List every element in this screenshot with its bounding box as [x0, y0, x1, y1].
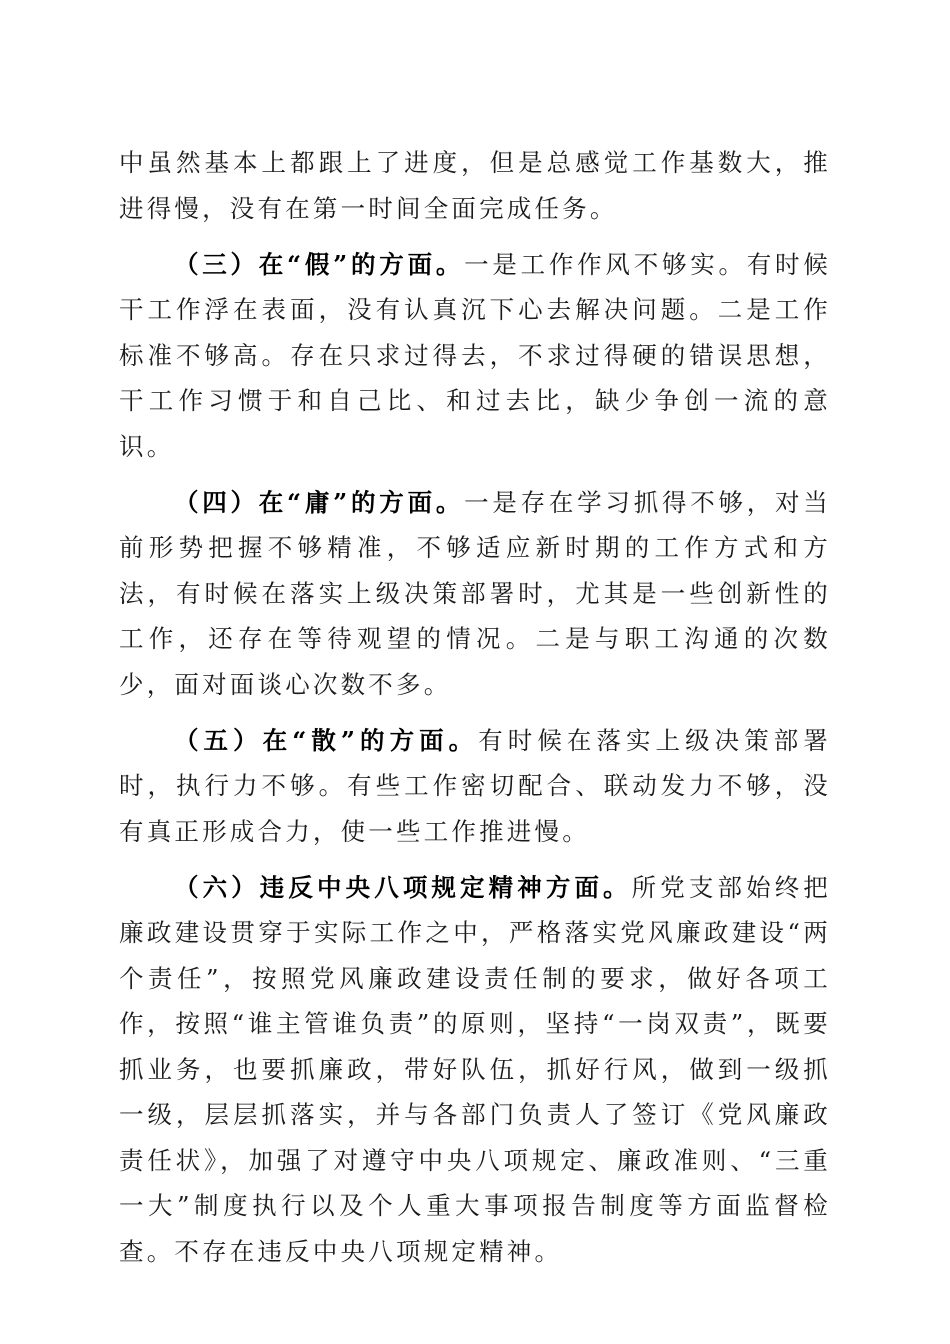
paragraph-text: 所党支部始终把廉政建设贯穿于实际工作之中，严格落实党风廉政建设“两个责任”，按照党风廉政建设责任制的要求，做好各项工作，按照“谁主管谁负责”的原则，坚持“一岗双责”，既要抓业务，也要抓廉政，带好队伍，抓好行风，做到一级抓一级，层层抓落实，并与各部门负责人了签订《党风廉政责任状》，加强了对遵守中央八项规定、廉政准则、“三重一大”制度执行以及个人重大事项报告制度等方面监督检查。不存在违反中央八项规定精神。: [119, 872, 831, 1266]
section-heading: （六）违反中央八项规定精神方面。: [174, 872, 632, 902]
paragraph-section-3: [119, 242, 831, 470]
paragraph-section-6: [119, 865, 831, 1275]
section-heading: （五）在“散”的方面。: [174, 725, 479, 755]
paragraph-text: 中虽然基本上都跟上了进度，但是总感觉工作基数大，推进得慢，没有在第一时间全面完成任务。: [119, 148, 831, 223]
paragraph-section-5: [119, 718, 831, 855]
paragraph-section-4: [119, 480, 831, 708]
document-body: [119, 140, 831, 1285]
paragraph-text: 一是存在学习抓得不够，对当前形势把握不够精准，不够适应新时期的工作方式和方法，有时候在落实上级决策部署时，尤其是一些创新性的工作，还存在等待观望的情况。二是与职工沟通的次数少，面对面谈心次数不多。: [119, 487, 831, 699]
paragraph-text: 有时候在落实上级决策部署时，执行力不够。有些工作密切配合、联动发力不够，没有真正形成合力，使一些工作推进慢。: [119, 725, 832, 846]
paragraph-text: 一是工作作风不够实。有时候干工作浮在表面，没有认真沉下心去解决问题。二是工作标准不够高。存在只求过得去，不求过得硬的错误思想，干工作习惯于和自己比、和过去比，缺少争创一流的意识。: [119, 249, 831, 461]
paragraph-continuation: [119, 140, 831, 231]
section-heading: （四）在“庸”的方面。: [174, 487, 465, 517]
section-heading: （三）在“假”的方面。: [174, 249, 465, 279]
